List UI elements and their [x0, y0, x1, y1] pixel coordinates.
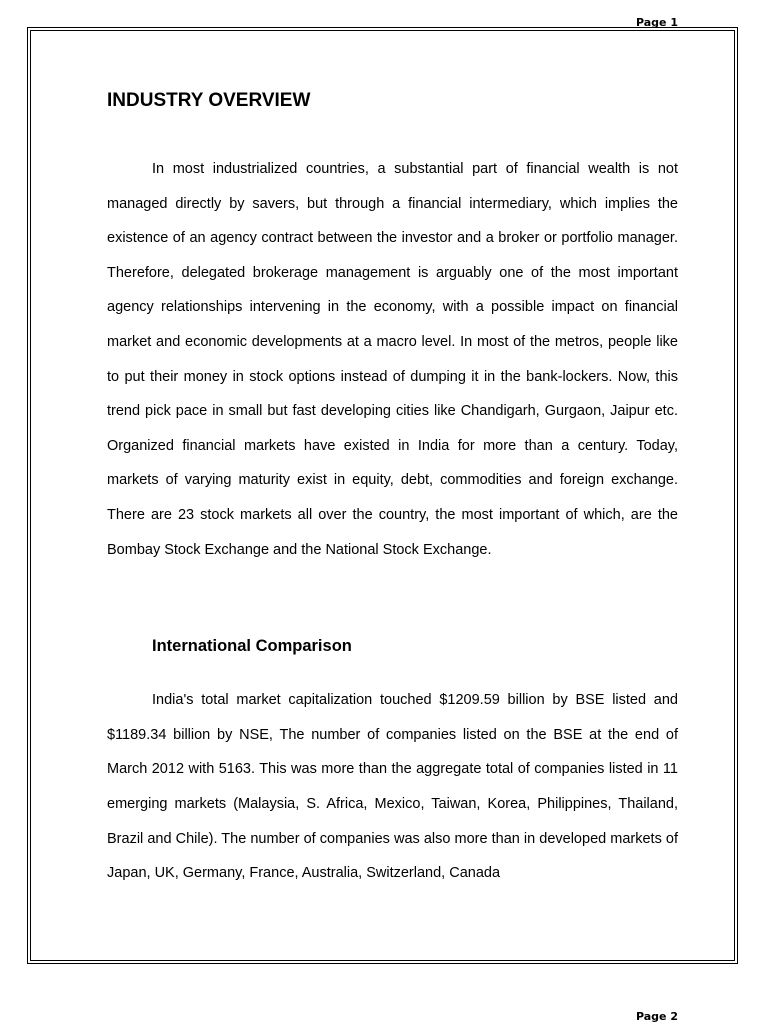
page-number-footer: Page 2 — [635, 1010, 678, 1023]
page-number-header: Page 1 — [635, 16, 678, 29]
page-title: INDUSTRY OVERVIEW — [107, 90, 311, 111]
section-heading: International Comparison — [152, 637, 352, 656]
overview-paragraph: In most industrialized countries, a substantial part of financial wealth is not managed directly by savers, but through a financial intermediary, which implies the existence of an agency contract between the investor and a broker or portfolio manager. Therefore, delegated brokerage management is arguably one of the most important agency relationships intervening in the economy, with a possible impact on financial market and economic developments at a macro level. In most of the metros, people like to put their money in stock options instead of dumping it in the bank-lockers. Now, this trend pick pace in small but fast developing cities like Chandigarh, Gurgaon, Jaipur etc. Organized financial markets have existed in India for more than a century. Today, markets of varying maturity exist in equity, debt, commodities and foreign exchange. There are 23 stock markets all over the country, the most important of which, are the Bombay Stock Exchange and the National Stock Exchange. — [107, 161, 678, 558]
document-body — [107, 88, 678, 891]
section-paragraph: India's total market capitalization touched $1209.59 billion by BSE listed and $1189.34 billion by NSE, The number of companies listed on the BSE at the end of March 2012 with 5163. This was more than the aggregate total of companies listed in 11 emerging markets (Malaysia, S. Africa, Mexico, Taiwan, Korea, Philippines, Thailand, Brazil and Chile). The number of companies was also more than in developed markets of Japan, UK, Germany, France, Australia, Switzerland, Canada — [107, 692, 678, 882]
